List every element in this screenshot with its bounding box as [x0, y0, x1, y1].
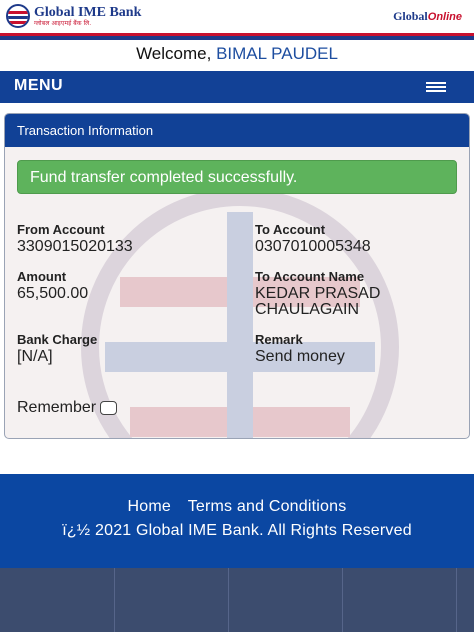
from-account-value: 3309015020133 — [17, 238, 133, 255]
success-alert: Fund transfer completed successfully. — [17, 160, 457, 194]
amount-value: 65,500.00 — [17, 285, 89, 302]
from-account-label: From Account — [17, 222, 105, 237]
copyright-text: ï¿½ 2021 Global IME Bank. All Rights Reserved — [62, 522, 412, 539]
footer-links — [0, 498, 474, 516]
bank-charge-value: [N/A] — [17, 348, 53, 365]
footer-link-home[interactable]: Home — [127, 498, 172, 515]
amount-label: Amount — [17, 269, 67, 284]
panel-title: Transaction Information — [5, 114, 469, 147]
user-name: BIMAL PAUDEL — [216, 44, 338, 63]
globe-logo-icon — [6, 4, 30, 28]
bank-name: Global IME Bank — [34, 4, 142, 20]
top-header — [0, 0, 474, 34]
welcome-greeting: Welcome, — [136, 44, 212, 63]
hamburger-icon[interactable] — [426, 80, 446, 94]
menu-bar — [0, 71, 474, 103]
bank-charge-field — [17, 332, 97, 365]
to-account-name-value-line1: KEDAR PRASAD — [255, 285, 381, 302]
to-account-value: 0307010005348 — [255, 238, 371, 255]
to-account-name-label: To Account Name — [255, 269, 365, 284]
to-account-label: To Account — [255, 222, 326, 237]
bank-logo[interactable] — [6, 4, 141, 28]
amount-field — [17, 269, 88, 302]
remember-row[interactable] — [17, 399, 117, 417]
bank-tagline: ग्लोबल आइएमई बैंक लि. — [34, 20, 92, 27]
welcome-message — [0, 44, 474, 68]
footer — [0, 474, 474, 568]
to-account-name-field — [255, 269, 380, 318]
from-account-field — [17, 222, 133, 255]
remark-label: Remark — [255, 332, 303, 347]
bank-charge-label: Bank Charge — [17, 332, 98, 347]
bottom-background — [0, 568, 474, 632]
transaction-panel — [4, 113, 470, 439]
footer-link-terms[interactable]: Terms and Conditions — [187, 498, 347, 515]
remark-field — [255, 332, 345, 365]
to-account-name-value-line2: CHAULAGAIN — [255, 301, 360, 318]
header-stripe-blue — [0, 36, 474, 40]
remark-value: Send money — [255, 348, 345, 365]
menu-label: MENU — [14, 77, 64, 94]
to-account-field — [255, 222, 371, 255]
global-online-logo: GlobalOnline — [393, 9, 462, 23]
remember-checkbox[interactable] — [100, 401, 117, 415]
remember-label: Remember — [17, 399, 97, 416]
